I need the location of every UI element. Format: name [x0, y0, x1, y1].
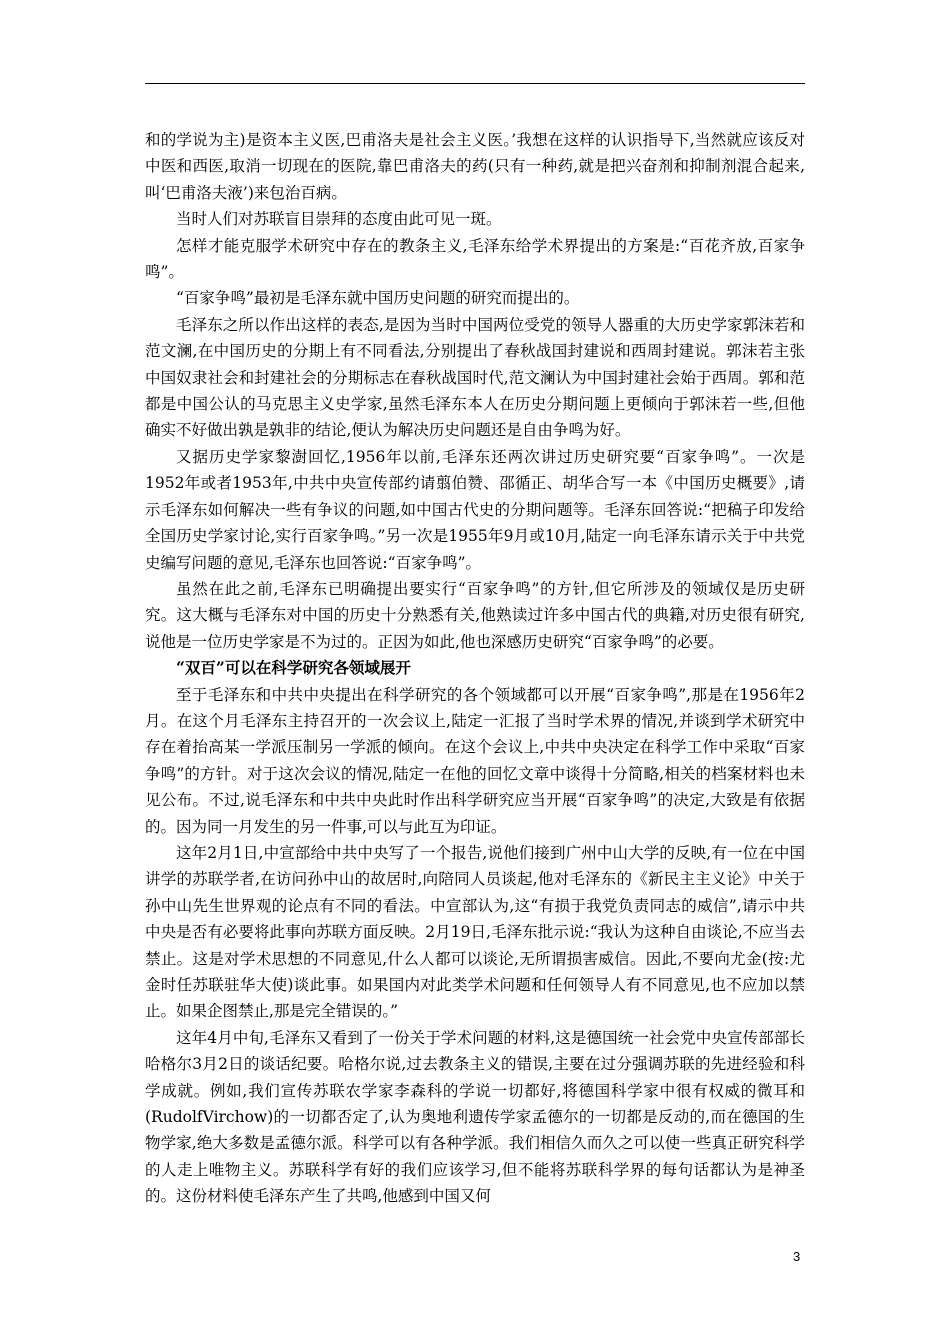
paragraph: 虽然在此之前,毛泽东已明确提出要实行“百家争鸣”的方针,但它所涉及的领域仅是历史研究。这大概与毛泽东对中国的历史十分熟悉有关,他熟读过许多中国古代的典籍,对历史很有研究,说他是一位历史学家是不为过的。正因为如此,他也深感历史研究“百家争鸣”的必要。	[145, 579, 805, 651]
paragraph: 毛泽东之所以作出这样的表态,是因为当时中国两位受党的领导人器重的大历史学家郭沫若和范文澜,在中国历史的分期上有不同看法,分别提出了春秋战国封建说和西周封建说。郭沫若主张中国奴隶社会和封建社会的分期标志在春秋战国时代,范文澜认为中国封建社会始于西周。郭和范都是中国公认的马克思主义史学家,虽然毛泽东本人在历史分期问题上更倾向于郭沫若一些,但他确实不好做出孰是孰非的结论,便认为解决历史问题还是自由争鸣为好。	[145, 315, 805, 440]
paragraph: 至于毛泽东和中共中央提出在科学研究的各个领域都可以开展“百家争鸣”,那是在1956年2月。在这个月毛泽东主持召开的一次会议上,陆定一汇报了当时学术界的情况,并谈到学术研究中存在着抬高某一学派压制另一学派的倾向。在这个会议上,中共中央决定在科学工作中采取“百家争鸣”的方针。对于这次会议的情况,陆定一在他的回忆文章中谈得十分简略,相关的档案材料也未见公布。不过,说毛泽东和中共中央此时作出科学研究应当开展“百家争鸣”的决定,大致是有依据的。因为同一月发生的另一件事,可以与此互为印证。	[145, 685, 805, 836]
paragraph: “百家争鸣”最初是毛泽东就中国历史问题的研究而提出的。	[176, 289, 580, 308]
header-rule	[145, 83, 805, 84]
paragraph: 怎样才能克服学术研究中存在的教条主义,毛泽东给学术界提出的方案是:“百花齐放,百家争鸣”。	[145, 236, 805, 282]
page-number: 3	[793, 1249, 801, 1264]
paragraph: 这年4月中旬,毛泽东又看到了一份关于学术问题的材料,这是德国统一社会党中央宣传部部长哈格尔3月2日的谈话纪要。哈格尔说,过去教条主义的错误,主要在过分强调苏联的先进经验和科学成就。例如,我们宣传苏联农学家李森科的学说一切都好,将德国科学家中很有权威的微耳和(RudolfVirchow)的一切都否定了,认为奥地利遗传学家孟德尔的一切都是反动的,而在德国的生物学家,绝大多数是孟德尔派。科学可以有各种学派。我们相信久而久之可以使一些真正研究科学的人走上唯物主义。苏联科学有好的我们应该学习,但不能将苏联科学界的每句话都认为是神圣的。这份材料使毛泽东产生了共鸣,他感到中国又何	[145, 1028, 805, 1206]
paragraph: 当时人们对苏联盲目崇拜的态度由此可见一斑。	[176, 210, 502, 229]
paragraph: 又据历史学家黎澍回忆,1956年以前,毛泽东还两次讲过历史研究要“百家争鸣”。一次是1952年或者1953年,中共中央宣传部约请翦伯赞、邵循正、胡华合写一本《中国历史概要》,请示毛泽东如何解决一些有争议的问题,如中国古代史的分期问题等。毛泽东回答说:“把稿子印发给全国历史学家讨论,实行百家争鸣。”另一次是1955年9月或10月,陆定一向毛泽东请示关于中共党史编写问题的意见,毛泽东也回答说:“百家争鸣”。	[145, 447, 805, 572]
section-heading: “双百”可以在科学研究各领域展开	[176, 658, 411, 678]
document-body	[145, 127, 805, 1210]
paragraph: 这年2月1日,中宣部给中共中央写了一个报告,说他们接到广州中山大学的反映,有一位在中国讲学的苏联学者,在访问孙中山的故居时,向陪同人员谈起,他对毛泽东的《新民主主义论》中关于孙中山先生世界观的论点有不同的看法。中宣部认为,这“有损于我党负责同志的威信”,请示中共中央是否有必要将此事向苏联方面反映。2月19日,毛泽东批示说:“我认为这种自由谈论,不应当去禁止。这是对学术思想的不同意见,什么人都可以谈论,无所谓损害威信。因此,不要向尤金(按:尤金时任苏联驻华大使)谈此事。如果国内对此类学术问题和任何领导人有不同意见,也不应加以禁止。如果企图禁止,那是完全错误的。”	[145, 843, 805, 1021]
paragraph: 和的学说为主)是资本主义医,巴甫洛夫是社会主义医。’我想在这样的认识指导下,当然就应该反对中医和西医,取消一切现在的医院,靠巴甫洛夫的药(只有一种药,就是把兴奋剂和抑制剂混合起来,叫‘巴甫洛夫液’)来包治百病。	[145, 131, 805, 202]
